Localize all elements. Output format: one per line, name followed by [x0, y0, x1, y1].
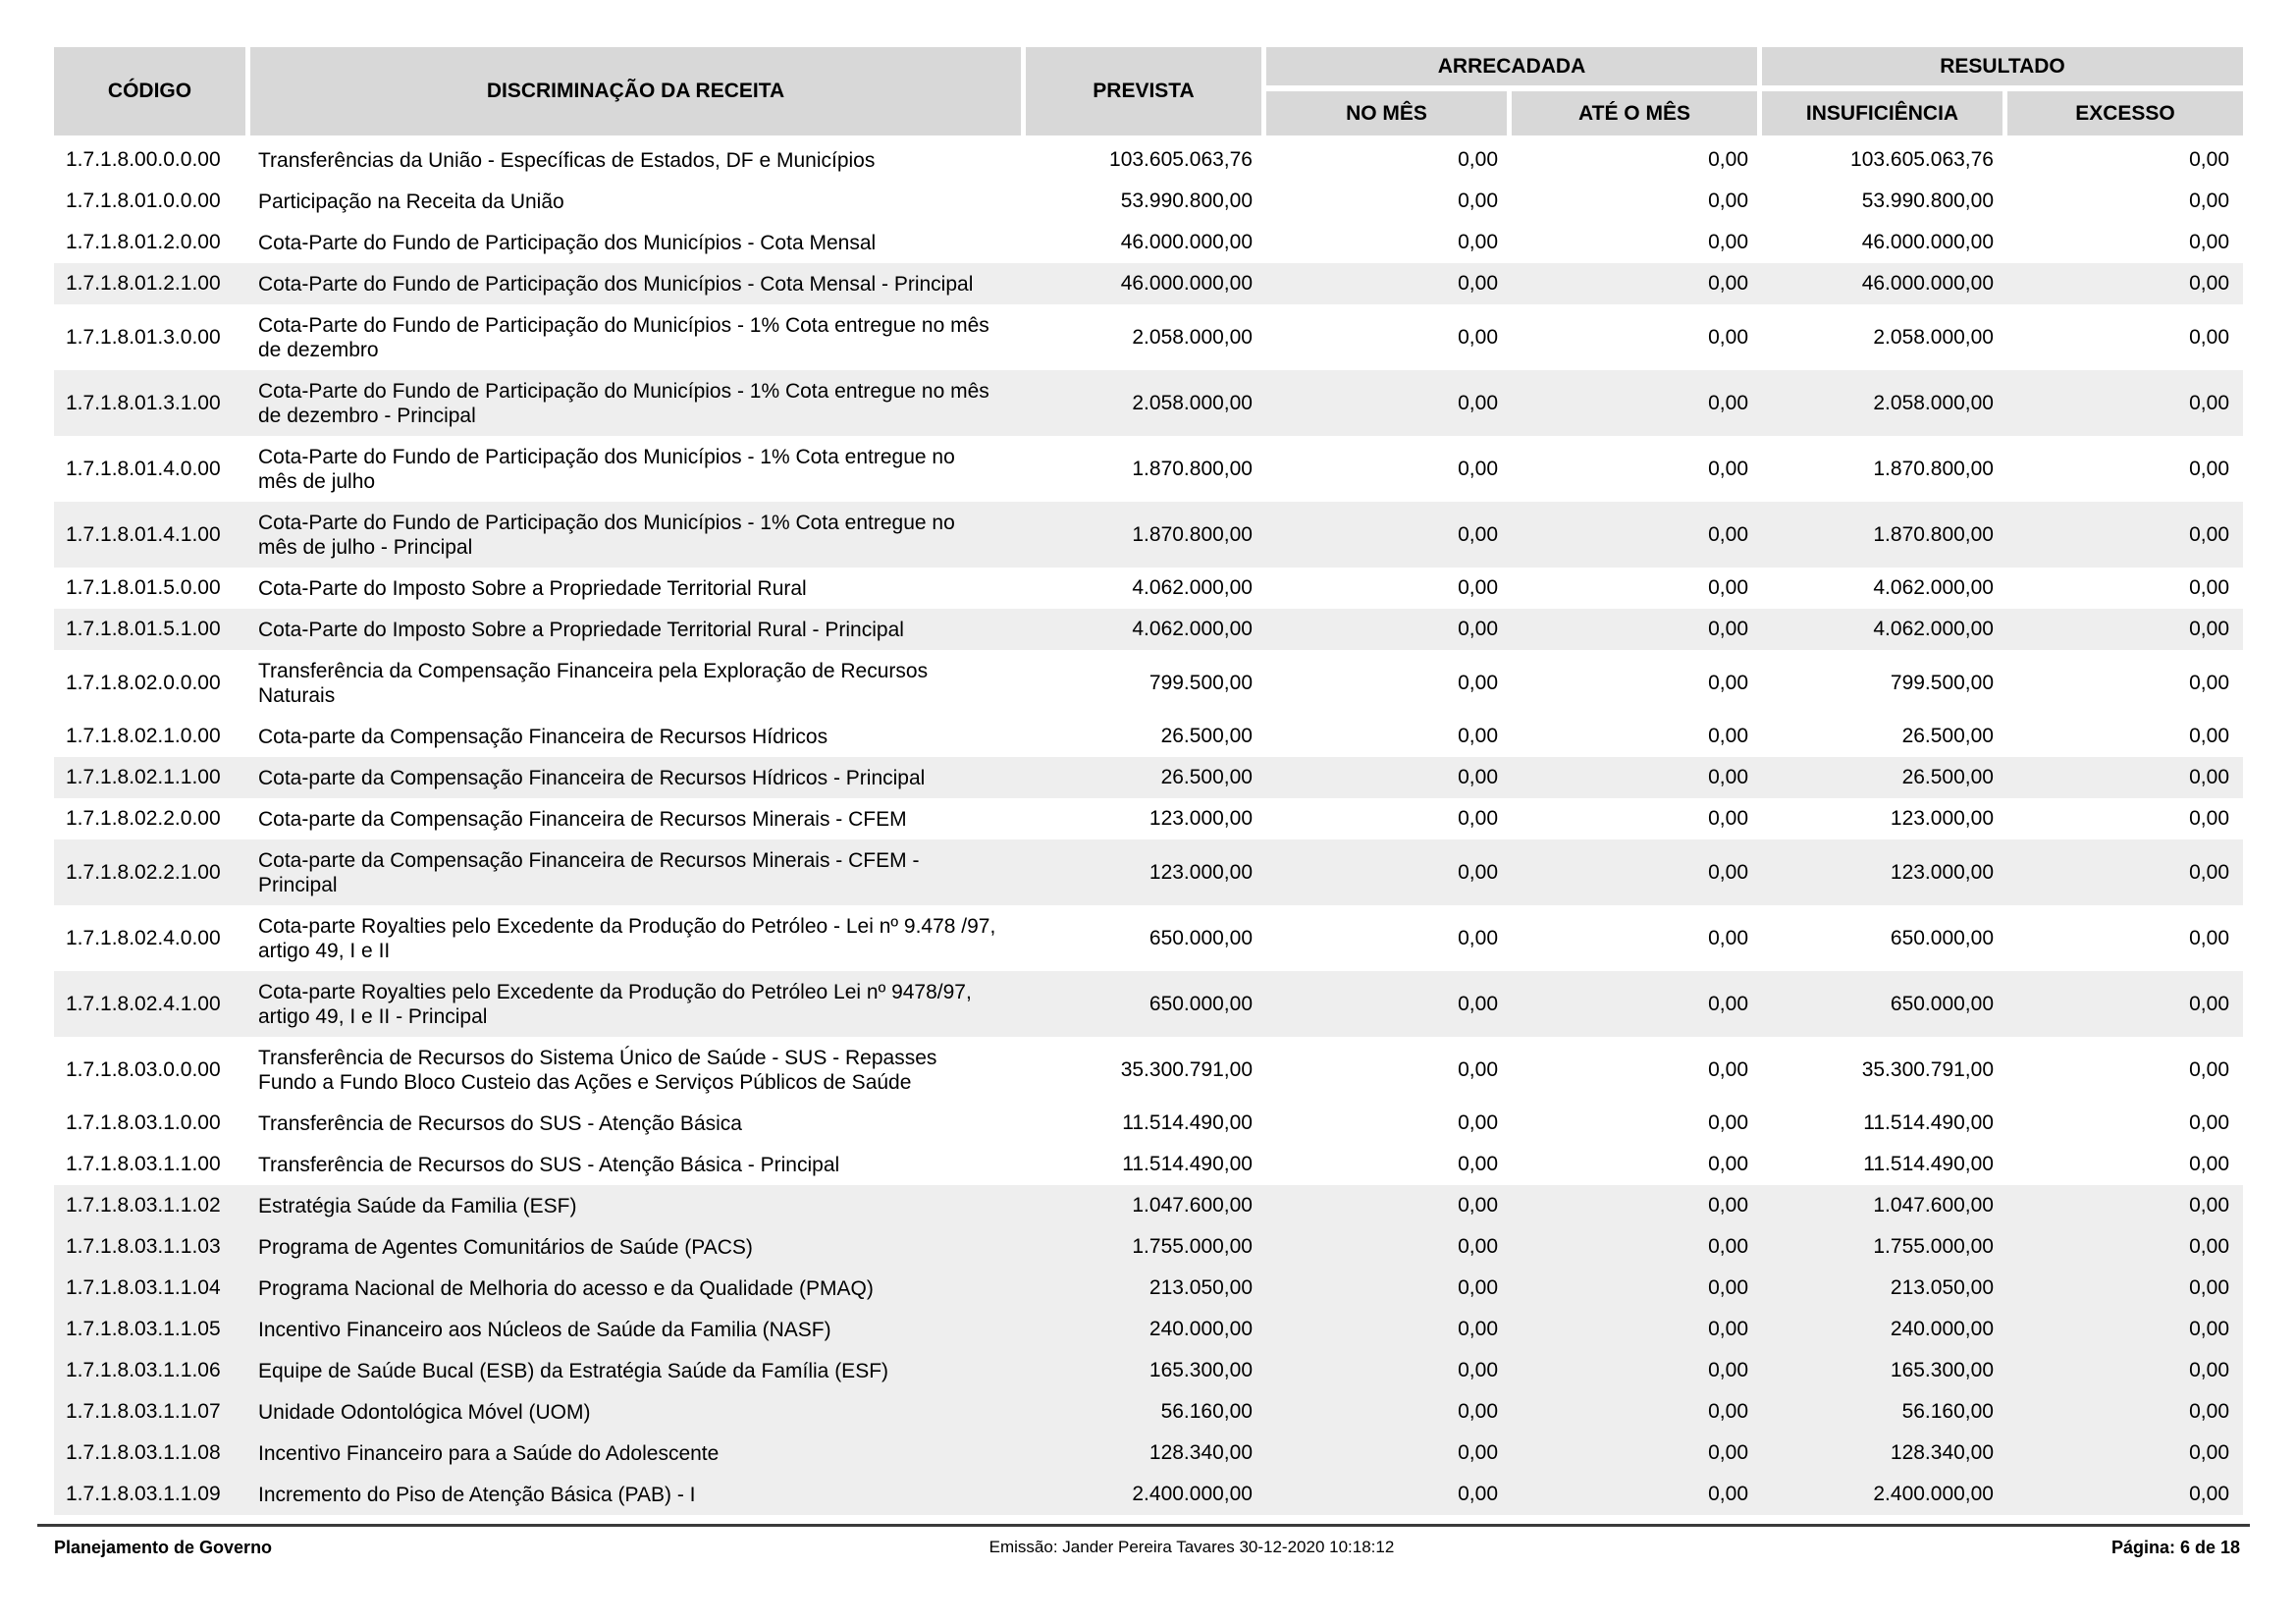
row-resultado-insuficiencia: 2.058.000,00	[1873, 325, 1994, 349]
row-discriminacao: Cota-parte Royalties pelo Excedente da Produção do Petróleo - Lei nº 9.478 /97, artigo 49, I e II	[258, 914, 996, 962]
row-resultado-excesso: 0,00	[2189, 671, 2229, 694]
row-resultado-excesso: 0,00	[2189, 1235, 2229, 1258]
row-prevista: 2.058.000,00	[1132, 391, 1253, 414]
row-codigo: 1.7.1.8.01.4.1.00	[66, 522, 221, 546]
row-arrecadada-no-mes: 0,00	[1458, 457, 1498, 480]
table-row	[54, 1268, 2243, 1309]
row-prevista: 123.000,00	[1148, 860, 1253, 884]
table-row	[54, 1144, 2243, 1185]
row-discriminacao: Participação na Receita da União	[258, 189, 564, 213]
row-arrecadada-no-mes: 0,00	[1458, 1194, 1498, 1217]
footer-divider	[37, 1524, 2250, 1527]
row-resultado-insuficiencia: 1.047.600,00	[1873, 1194, 1994, 1217]
row-arrecadada-no-mes: 0,00	[1458, 189, 1498, 212]
row-resultado-excesso: 0,00	[2189, 725, 2229, 747]
row-prevista: 56.160,00	[1160, 1400, 1253, 1423]
column-header-prevista-label: PREVISTA	[1093, 80, 1195, 102]
row-codigo: 1.7.1.8.03.1.1.03	[66, 1235, 221, 1258]
row-resultado-insuficiencia: 240.000,00	[1890, 1318, 1994, 1340]
row-resultado-excesso: 0,00	[2189, 807, 2229, 830]
table-row	[54, 839, 2243, 905]
table-row	[54, 1309, 2243, 1350]
row-prevista: 1.870.800,00	[1132, 457, 1253, 480]
page-footer	[37, 1538, 2250, 1558]
row-arrecadada-ate-o-mes: 0,00	[1708, 391, 1748, 414]
row-arrecadada-ate-o-mes: 0,00	[1708, 926, 1748, 949]
row-resultado-insuficiencia: 1.870.800,00	[1873, 457, 1994, 480]
row-arrecadada-ate-o-mes: 0,00	[1708, 671, 1748, 694]
table-row	[54, 971, 2243, 1037]
row-arrecadada-ate-o-mes: 0,00	[1708, 148, 1748, 171]
row-arrecadada-no-mes: 0,00	[1458, 725, 1498, 747]
row-resultado-excesso: 0,00	[2189, 1194, 2229, 1217]
row-resultado-insuficiencia: 650.000,00	[1890, 926, 1994, 949]
row-codigo: 1.7.1.8.02.1.1.00	[66, 766, 221, 788]
row-codigo: 1.7.1.8.03.1.1.04	[66, 1276, 221, 1299]
row-resultado-excesso: 0,00	[2189, 1441, 2229, 1464]
row-arrecadada-ate-o-mes: 0,00	[1708, 189, 1748, 212]
row-prevista: 123.000,00	[1148, 807, 1253, 830]
row-resultado-excesso: 0,00	[2189, 1111, 2229, 1134]
row-arrecadada-ate-o-mes: 0,00	[1708, 231, 1748, 253]
row-codigo: 1.7.1.8.03.1.1.06	[66, 1359, 221, 1381]
column-header-insuficiencia	[1762, 91, 2007, 135]
row-codigo: 1.7.1.8.02.2.0.00	[66, 807, 221, 830]
row-resultado-excesso: 0,00	[2189, 231, 2229, 253]
row-arrecadada-ate-o-mes: 0,00	[1708, 1441, 1748, 1464]
row-codigo: 1.7.1.8.01.3.1.00	[66, 391, 221, 414]
row-codigo: 1.7.1.8.01.2.0.00	[66, 231, 221, 253]
row-discriminacao: Incentivo Financeiro aos Núcleos de Saúde da Familia (NASF)	[258, 1318, 831, 1341]
row-prevista: 213.050,00	[1148, 1276, 1253, 1299]
row-resultado-insuficiencia: 26.500,00	[1901, 766, 1994, 788]
row-discriminacao: Incentivo Financeiro para a Saúde do Adolescente	[258, 1441, 720, 1465]
row-arrecadada-ate-o-mes: 0,00	[1708, 1153, 1748, 1175]
row-arrecadada-ate-o-mes: 0,00	[1708, 1400, 1748, 1423]
row-arrecadada-no-mes: 0,00	[1458, 148, 1498, 171]
row-arrecadada-ate-o-mes: 0,00	[1708, 457, 1748, 480]
row-prevista: 103.605.063,76	[1109, 148, 1253, 171]
table-row	[54, 905, 2243, 971]
row-resultado-insuficiencia: 46.000.000,00	[1861, 272, 1994, 295]
row-codigo: 1.7.1.8.01.0.0.00	[66, 189, 221, 212]
row-prevista: 11.514.490,00	[1122, 1111, 1253, 1134]
row-codigo: 1.7.1.8.01.3.0.00	[66, 325, 221, 349]
row-resultado-insuficiencia: 650.000,00	[1890, 992, 1994, 1015]
row-resultado-insuficiencia: 165.300,00	[1890, 1359, 1994, 1381]
column-group-resultado-label: RESULTADO	[1940, 54, 2065, 78]
table-row	[54, 757, 2243, 798]
row-discriminacao: Unidade Odontológica Móvel (UOM)	[258, 1400, 591, 1424]
column-header-codigo	[54, 47, 250, 135]
table-row	[54, 181, 2243, 222]
footer-page-number: Página: 6 de 18	[2110, 1538, 2240, 1557]
row-resultado-insuficiencia: 35.300.791,00	[1861, 1057, 1994, 1081]
row-discriminacao: Transferências da União - Específicas de Estados, DF e Municípios	[258, 148, 876, 172]
row-arrecadada-no-mes: 0,00	[1458, 926, 1498, 949]
row-prevista: 1.755.000,00	[1132, 1235, 1253, 1258]
row-discriminacao: Cota-parte da Compensação Financeira de Recursos Minerais - CFEM - Principal	[258, 848, 920, 896]
table-row	[54, 716, 2243, 757]
row-prevista: 2.058.000,00	[1132, 325, 1253, 349]
row-prevista: 46.000.000,00	[1120, 231, 1253, 253]
row-codigo: 1.7.1.8.01.5.0.00	[66, 576, 221, 599]
row-resultado-excesso: 0,00	[2189, 1318, 2229, 1340]
column-header-discriminacao	[250, 47, 1026, 135]
row-prevista: 11.514.490,00	[1122, 1153, 1253, 1175]
row-resultado-insuficiencia: 123.000,00	[1890, 860, 1994, 884]
row-arrecadada-ate-o-mes: 0,00	[1708, 725, 1748, 747]
row-codigo: 1.7.1.8.03.0.0.00	[66, 1057, 221, 1081]
row-resultado-insuficiencia: 1.755.000,00	[1873, 1235, 1994, 1258]
column-header-no-mes-label: NO MÊS	[1346, 101, 1427, 125]
row-discriminacao: Cota-parte Royalties pelo Excedente da Produção do Petróleo Lei nº 9478/97, artigo 49, I e II - Principal	[258, 980, 972, 1028]
row-discriminacao: Cota-parte da Compensação Financeira de Recursos Minerais - CFEM	[258, 807, 907, 831]
column-header-insuficiencia-label: INSUFICIÊNCIA	[1805, 101, 1959, 125]
row-resultado-insuficiencia: 11.514.490,00	[1863, 1153, 1994, 1175]
row-arrecadada-ate-o-mes: 0,00	[1708, 576, 1748, 599]
row-prevista: 128.340,00	[1148, 1441, 1253, 1464]
row-arrecadada-ate-o-mes: 0,00	[1708, 1057, 1748, 1081]
row-prevista: 650.000,00	[1148, 992, 1253, 1015]
row-arrecadada-ate-o-mes: 0,00	[1708, 522, 1748, 546]
row-codigo: 1.7.1.8.02.1.0.00	[66, 725, 221, 747]
footer-emission-info: Emissão: Jander Pereira Tavares 30-12-2020 10:18:12	[988, 1538, 1395, 1556]
table-row	[54, 436, 2243, 502]
row-arrecadada-ate-o-mes: 0,00	[1708, 807, 1748, 830]
row-discriminacao: Cota-Parte do Imposto Sobre a Propriedade Territorial Rural	[258, 576, 807, 600]
row-resultado-insuficiencia: 4.062.000,00	[1873, 576, 1994, 599]
row-arrecadada-no-mes: 0,00	[1458, 1318, 1498, 1340]
row-discriminacao: Incremento do Piso de Atenção Básica (PAB) - I	[258, 1483, 696, 1506]
column-group-resultado	[1762, 47, 2243, 91]
row-resultado-excesso: 0,00	[2189, 457, 2229, 480]
row-resultado-insuficiencia: 1.870.800,00	[1873, 522, 1994, 546]
row-discriminacao: Estratégia Saúde da Familia (ESF)	[258, 1194, 577, 1217]
row-arrecadada-no-mes: 0,00	[1458, 576, 1498, 599]
row-arrecadada-ate-o-mes: 0,00	[1708, 1483, 1748, 1505]
row-prevista: 46.000.000,00	[1120, 272, 1253, 295]
row-arrecadada-no-mes: 0,00	[1458, 1276, 1498, 1299]
row-resultado-excesso: 0,00	[2189, 325, 2229, 349]
table-row	[54, 798, 2243, 839]
row-codigo: 1.7.1.8.03.1.1.09	[66, 1483, 221, 1505]
row-arrecadada-ate-o-mes: 0,00	[1708, 860, 1748, 884]
row-discriminacao: Transferência de Recursos do SUS - Atenção Básica	[258, 1111, 742, 1135]
row-resultado-excesso: 0,00	[2189, 926, 2229, 949]
table-row	[54, 1350, 2243, 1391]
row-discriminacao: Cota-Parte do Imposto Sobre a Propriedade Territorial Rural - Principal	[258, 618, 904, 641]
row-arrecadada-ate-o-mes: 0,00	[1708, 1111, 1748, 1134]
column-header-ate-o-mes-label: ATÉ O MÊS	[1578, 101, 1690, 125]
row-resultado-insuficiencia: 2.400.000,00	[1873, 1483, 1994, 1505]
row-resultado-excesso: 0,00	[2189, 1400, 2229, 1423]
row-codigo: 1.7.1.8.01.4.0.00	[66, 457, 221, 480]
row-resultado-excesso: 0,00	[2189, 391, 2229, 414]
column-header-ate-o-mes	[1512, 91, 1762, 135]
row-resultado-excesso: 0,00	[2189, 148, 2229, 171]
row-resultado-excesso: 0,00	[2189, 1057, 2229, 1081]
row-arrecadada-ate-o-mes: 0,00	[1708, 1276, 1748, 1299]
row-arrecadada-ate-o-mes: 0,00	[1708, 992, 1748, 1015]
row-arrecadada-ate-o-mes: 0,00	[1708, 1235, 1748, 1258]
row-codigo: 1.7.1.8.03.1.0.00	[66, 1111, 221, 1134]
table-header	[54, 47, 2243, 135]
row-resultado-insuficiencia: 56.160,00	[1901, 1400, 1994, 1423]
row-discriminacao: Cota-Parte do Fundo de Participação do Municípios - 1% Cota entregue no mês de dezembro - Principal	[258, 379, 989, 427]
column-header-no-mes	[1266, 91, 1512, 135]
row-discriminacao: Equipe de Saúde Bucal (ESB) da Estratégia Saúde da Família (ESF)	[258, 1359, 889, 1382]
row-resultado-insuficiencia: 123.000,00	[1890, 807, 1994, 830]
row-prevista: 2.400.000,00	[1132, 1483, 1253, 1505]
row-prevista: 1.047.600,00	[1132, 1194, 1253, 1217]
row-codigo: 1.7.1.8.03.1.1.08	[66, 1441, 221, 1464]
row-resultado-insuficiencia: 4.062.000,00	[1873, 618, 1994, 640]
table-row	[54, 609, 2243, 650]
row-resultado-excesso: 0,00	[2189, 1153, 2229, 1175]
row-resultado-excesso: 0,00	[2189, 189, 2229, 212]
row-prevista: 799.500,00	[1148, 671, 1253, 694]
row-arrecadada-no-mes: 0,00	[1458, 618, 1498, 640]
table-row	[54, 502, 2243, 568]
row-discriminacao: Cota-Parte do Fundo de Participação dos Municípios - 1% Cota entregue no mês de julho - Principal	[258, 511, 955, 559]
row-resultado-excesso: 0,00	[2189, 992, 2229, 1015]
row-arrecadada-no-mes: 0,00	[1458, 522, 1498, 546]
column-header-codigo-label: CÓDIGO	[107, 80, 192, 102]
table-row	[54, 304, 2243, 370]
row-arrecadada-ate-o-mes: 0,00	[1708, 272, 1748, 295]
row-arrecadada-no-mes: 0,00	[1458, 325, 1498, 349]
row-resultado-excesso: 0,00	[2189, 576, 2229, 599]
row-arrecadada-no-mes: 0,00	[1458, 1057, 1498, 1081]
table-row	[54, 222, 2243, 263]
row-discriminacao: Cota-Parte do Fundo de Participação do Municípios - 1% Cota entregue no mês de dezembro	[258, 313, 989, 361]
row-arrecadada-no-mes: 0,00	[1458, 860, 1498, 884]
table-row	[54, 1103, 2243, 1144]
row-discriminacao: Cota-parte da Compensação Financeira de Recursos Hídricos - Principal	[258, 766, 926, 789]
row-prevista: 240.000,00	[1148, 1318, 1253, 1340]
row-arrecadada-no-mes: 0,00	[1458, 1153, 1498, 1175]
row-codigo: 1.7.1.8.01.2.1.00	[66, 272, 221, 295]
footer-report-title: Planejamento de Governo	[54, 1538, 273, 1557]
row-resultado-excesso: 0,00	[2189, 766, 2229, 788]
row-codigo: 1.7.1.8.00.0.0.00	[66, 148, 221, 171]
row-resultado-insuficiencia: 213.050,00	[1890, 1276, 1994, 1299]
table-row	[54, 139, 2243, 181]
row-arrecadada-ate-o-mes: 0,00	[1708, 1194, 1748, 1217]
row-prevista: 53.990.800,00	[1120, 189, 1253, 212]
table-body	[54, 139, 2243, 1515]
row-prevista: 4.062.000,00	[1132, 618, 1253, 640]
row-discriminacao: Cota-Parte do Fundo de Participação dos Municípios - 1% Cota entregue no mês de julho	[258, 445, 955, 493]
row-arrecadada-no-mes: 0,00	[1458, 1359, 1498, 1381]
row-arrecadada-no-mes: 0,00	[1458, 391, 1498, 414]
row-discriminacao: Transferência da Compensação Financeira pela Exploração de Recursos Naturais	[258, 659, 929, 707]
column-header-prevista	[1026, 47, 1266, 135]
row-codigo: 1.7.1.8.03.1.1.07	[66, 1400, 221, 1423]
row-resultado-excesso: 0,00	[2189, 1483, 2229, 1505]
row-arrecadada-no-mes: 0,00	[1458, 1111, 1498, 1134]
column-group-arrecadada-label: ARRECADADA	[1437, 54, 1586, 78]
row-resultado-insuficiencia: 11.514.490,00	[1863, 1111, 1994, 1134]
table-row	[54, 1226, 2243, 1268]
row-resultado-excesso: 0,00	[2189, 618, 2229, 640]
row-arrecadada-no-mes: 0,00	[1458, 272, 1498, 295]
row-prevista: 4.062.000,00	[1132, 576, 1253, 599]
row-codigo: 1.7.1.8.02.0.0.00	[66, 671, 221, 694]
table-row	[54, 370, 2243, 436]
row-discriminacao: Transferência de Recursos do Sistema Único de Saúde - SUS - Repasses Fundo a Fundo Bloco Custeio das Ações e Serviços Públicos de Saúde	[258, 1046, 937, 1094]
row-resultado-excesso: 0,00	[2189, 1359, 2229, 1381]
row-arrecadada-ate-o-mes: 0,00	[1708, 1318, 1748, 1340]
row-arrecadada-no-mes: 0,00	[1458, 766, 1498, 788]
row-prevista: 26.500,00	[1160, 766, 1253, 788]
table-row	[54, 1433, 2243, 1474]
revenue-table	[54, 47, 2243, 1515]
table-row	[54, 650, 2243, 716]
column-header-excesso	[2007, 91, 2243, 135]
row-discriminacao: Programa de Agentes Comunitários de Saúde (PACS)	[258, 1235, 753, 1259]
row-prevista: 35.300.791,00	[1120, 1057, 1253, 1081]
table-row	[54, 1037, 2243, 1103]
row-resultado-excesso: 0,00	[2189, 272, 2229, 295]
row-discriminacao: Cota-Parte do Fundo de Participação dos Municípios - Cota Mensal - Principal	[258, 272, 974, 296]
table-row	[54, 1185, 2243, 1226]
row-arrecadada-ate-o-mes: 0,00	[1708, 766, 1748, 788]
row-resultado-insuficiencia: 128.340,00	[1890, 1441, 1994, 1464]
row-arrecadada-no-mes: 0,00	[1458, 671, 1498, 694]
row-resultado-insuficiencia: 26.500,00	[1901, 725, 1994, 747]
row-codigo: 1.7.1.8.02.4.0.00	[66, 926, 221, 949]
row-arrecadada-ate-o-mes: 0,00	[1708, 325, 1748, 349]
row-codigo: 1.7.1.8.01.5.1.00	[66, 618, 221, 640]
row-codigo: 1.7.1.8.03.1.1.00	[66, 1153, 221, 1175]
row-arrecadada-ate-o-mes: 0,00	[1708, 1359, 1748, 1381]
table-row	[54, 263, 2243, 304]
row-codigo: 1.7.1.8.03.1.1.05	[66, 1318, 221, 1340]
row-arrecadada-no-mes: 0,00	[1458, 1235, 1498, 1258]
row-arrecadada-no-mes: 0,00	[1458, 807, 1498, 830]
table-row	[54, 1391, 2243, 1433]
row-arrecadada-no-mes: 0,00	[1458, 1441, 1498, 1464]
column-header-excesso-label: EXCESSO	[2075, 101, 2175, 125]
column-header-discriminacao-label: DISCRIMINAÇÃO DA RECEITA	[486, 80, 785, 102]
row-resultado-excesso: 0,00	[2189, 522, 2229, 546]
row-discriminacao: Transferência de Recursos do SUS - Atenção Básica - Principal	[258, 1153, 840, 1176]
row-resultado-insuficiencia: 46.000.000,00	[1861, 231, 1994, 253]
row-codigo: 1.7.1.8.02.2.1.00	[66, 860, 221, 884]
row-resultado-insuficiencia: 799.500,00	[1890, 671, 1994, 694]
table-row	[54, 568, 2243, 609]
row-arrecadada-no-mes: 0,00	[1458, 1483, 1498, 1505]
row-resultado-excesso: 0,00	[2189, 1276, 2229, 1299]
row-prevista: 1.870.800,00	[1132, 522, 1253, 546]
row-arrecadada-no-mes: 0,00	[1458, 992, 1498, 1015]
column-group-arrecadada	[1266, 47, 1762, 91]
row-arrecadada-no-mes: 0,00	[1458, 231, 1498, 253]
table-row	[54, 1474, 2243, 1515]
row-resultado-insuficiencia: 2.058.000,00	[1873, 391, 1994, 414]
row-resultado-insuficiencia: 53.990.800,00	[1861, 189, 1994, 212]
row-prevista: 650.000,00	[1148, 926, 1253, 949]
row-discriminacao: Programa Nacional de Melhoria do acesso e da Qualidade (PMAQ)	[258, 1276, 874, 1300]
row-codigo: 1.7.1.8.03.1.1.02	[66, 1194, 221, 1217]
row-discriminacao: Cota-Parte do Fundo de Participação dos Municípios - Cota Mensal	[258, 231, 877, 254]
row-codigo: 1.7.1.8.02.4.1.00	[66, 992, 221, 1015]
row-resultado-insuficiencia: 103.605.063,76	[1850, 148, 1994, 171]
row-prevista: 26.500,00	[1160, 725, 1253, 747]
row-discriminacao: Cota-parte da Compensação Financeira de Recursos Hídricos	[258, 725, 828, 748]
row-arrecadada-no-mes: 0,00	[1458, 1400, 1498, 1423]
row-arrecadada-ate-o-mes: 0,00	[1708, 618, 1748, 640]
row-resultado-excesso: 0,00	[2189, 860, 2229, 884]
row-prevista: 165.300,00	[1148, 1359, 1253, 1381]
